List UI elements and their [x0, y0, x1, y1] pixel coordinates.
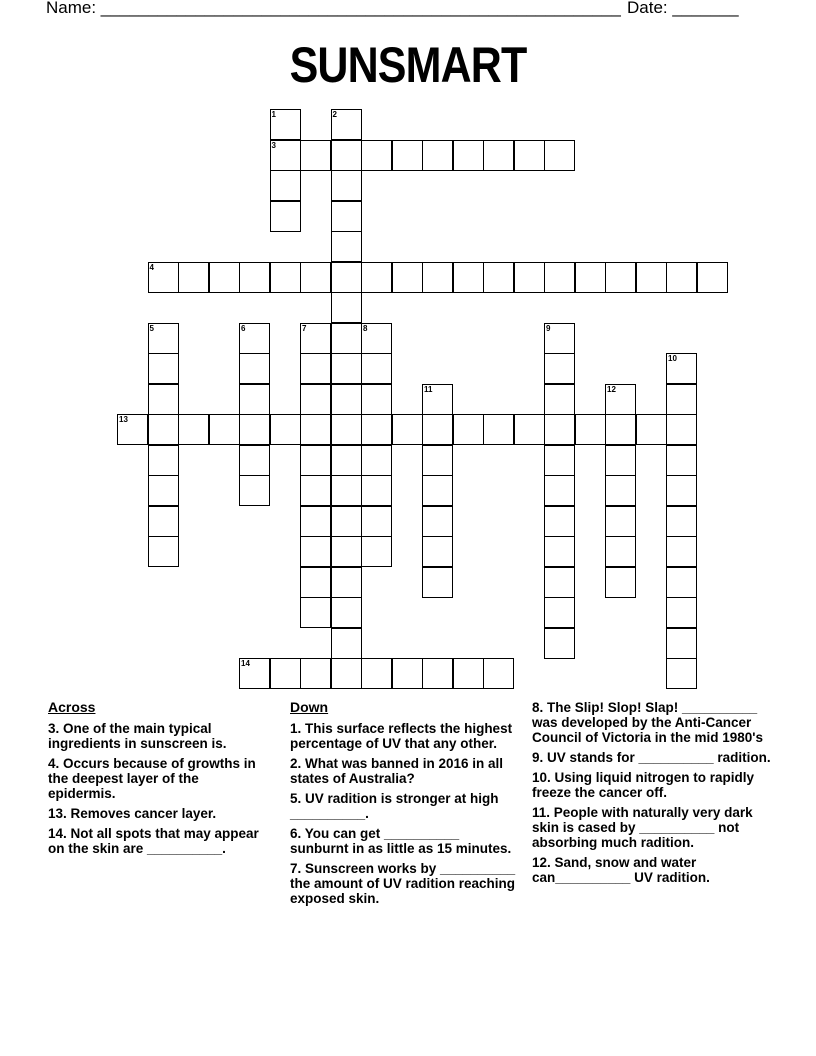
crossword-cell[interactable] [270, 170, 301, 201]
crossword-cell[interactable] [300, 536, 331, 567]
crossword-cell[interactable] [605, 384, 636, 415]
clue-number: 10 [668, 354, 677, 363]
crossword-cell[interactable] [636, 262, 667, 293]
clue-number: 11 [424, 384, 433, 394]
clue-across-13: 13. Removes cancer layer. [48, 806, 217, 821]
crossword-cell[interactable] [239, 658, 270, 689]
clue-down-6: 6. You can get __________ sunburnt in as little as 15 minutes. [290, 826, 512, 856]
crossword-cell[interactable] [605, 445, 636, 476]
crossword-cell[interactable] [605, 506, 636, 537]
crossword-cell[interactable] [300, 384, 331, 415]
crossword-cell[interactable] [239, 353, 270, 384]
crossword-cell[interactable] [117, 414, 148, 445]
clue-down-12: 12. Sand, snow and water can__________ UV radition. [532, 855, 710, 885]
clue-down-8: 8. The Slip! Slop! Slap! __________ was developed by the Anti-Cancer Council of Victoria in the mid 1980's [532, 700, 764, 745]
crossword-cell[interactable] [666, 628, 697, 659]
crossword-cell[interactable] [453, 262, 484, 293]
crossword-cell[interactable] [331, 506, 362, 537]
crossword-cell[interactable] [148, 475, 179, 506]
crossword-cell[interactable] [514, 414, 545, 445]
crossword-cell[interactable] [300, 506, 331, 537]
clue-across-14: 14. Not all spots that may appear on the skin are __________. [48, 826, 259, 856]
crossword-cell[interactable] [422, 140, 453, 171]
crossword-cell[interactable] [666, 384, 697, 415]
crossword-cell[interactable] [300, 597, 331, 628]
clue-number: 2 [332, 110, 337, 119]
crossword-cell[interactable] [300, 323, 331, 354]
crossword-cell[interactable] [361, 475, 392, 506]
crossword-cell[interactable] [148, 445, 179, 476]
crossword-cell[interactable] [605, 414, 636, 445]
crossword-cell[interactable] [392, 140, 423, 171]
crossword-cell[interactable] [361, 384, 392, 415]
crossword-cell[interactable] [239, 262, 270, 293]
crossword-cell[interactable] [331, 201, 362, 232]
crossword-cell[interactable] [544, 536, 575, 567]
crossword-cell[interactable] [148, 384, 179, 415]
crossword-cell[interactable] [544, 414, 575, 445]
clue-number: 6 [241, 323, 246, 333]
clue-down-2: 2. What was banned in 2016 in all states of Australia? [290, 756, 504, 786]
crossword-cell[interactable] [422, 658, 453, 689]
crossword-cell[interactable] [575, 414, 606, 445]
crossword-cell[interactable] [392, 262, 423, 293]
crossword-cell[interactable] [636, 414, 667, 445]
down-clues-continued [532, 700, 772, 890]
crossword-cell[interactable] [331, 536, 362, 567]
clue-number: 1 [271, 110, 276, 119]
crossword-cell[interactable] [666, 658, 697, 689]
crossword-cell[interactable] [148, 506, 179, 537]
crossword-cell[interactable] [514, 140, 545, 171]
crossword-cell[interactable] [697, 262, 728, 293]
clue-number: 12 [607, 384, 616, 394]
crossword-cell[interactable] [300, 658, 331, 689]
crossword-cell[interactable] [544, 384, 575, 415]
crossword-cell[interactable] [544, 353, 575, 384]
clue-number: 14 [241, 659, 250, 668]
crossword-cell[interactable] [148, 353, 179, 384]
crossword-cell[interactable] [666, 353, 697, 384]
clue-number: 7 [302, 323, 307, 333]
crossword-cell[interactable] [361, 536, 392, 567]
crossword-cell[interactable] [453, 658, 484, 689]
crossword-cell[interactable] [148, 414, 179, 445]
crossword-cell[interactable] [666, 445, 697, 476]
crossword-cell[interactable] [422, 384, 453, 415]
crossword-cell[interactable] [209, 262, 240, 293]
across-heading: Across [48, 699, 96, 715]
crossword-cell[interactable] [300, 567, 331, 598]
crossword-cell[interactable] [666, 506, 697, 537]
clue-down-10: 10. Using liquid nitrogen to rapidly freeze the cancer off. [532, 770, 755, 800]
crossword-cell[interactable] [422, 506, 453, 537]
crossword-cell[interactable] [239, 445, 270, 476]
crossword-cell[interactable] [331, 475, 362, 506]
crossword-cell[interactable] [148, 323, 179, 354]
crossword-cell[interactable] [148, 536, 179, 567]
crossword-cell[interactable] [544, 475, 575, 506]
crossword-cell[interactable] [331, 170, 362, 201]
crossword-cell[interactable] [422, 414, 453, 445]
crossword-cell[interactable] [209, 414, 240, 445]
crossword-cell[interactable] [361, 658, 392, 689]
crossword-cell[interactable] [331, 109, 362, 140]
crossword-cell[interactable] [331, 567, 362, 598]
date-field-label: Date: _______ [627, 0, 739, 17]
crossword-cell[interactable] [544, 262, 575, 293]
clue-down-7: 7. Sunscreen works by __________ the amount of UV radition reaching exposed skin. [290, 861, 516, 906]
crossword-cell[interactable] [270, 414, 301, 445]
crossword-cell[interactable] [148, 262, 179, 293]
crossword-cell[interactable] [300, 414, 331, 445]
crossword-cell[interactable] [605, 262, 636, 293]
crossword-cell[interactable] [422, 475, 453, 506]
crossword-cell[interactable] [239, 475, 270, 506]
clue-across-3: 3. One of the main typical ingredients in sunscreen is. [48, 721, 227, 751]
crossword-cell[interactable] [422, 567, 453, 598]
crossword-cell[interactable] [239, 323, 270, 354]
crossword-cell[interactable] [392, 414, 423, 445]
crossword-cell[interactable] [544, 567, 575, 598]
crossword-cell[interactable] [422, 262, 453, 293]
crossword-cell[interactable] [666, 567, 697, 598]
clue-number: 5 [149, 323, 154, 333]
crossword-cell[interactable] [239, 414, 270, 445]
crossword-cell[interactable] [544, 323, 575, 354]
crossword-cell[interactable] [300, 475, 331, 506]
crossword-cell[interactable] [544, 597, 575, 628]
crossword-cell[interactable] [544, 445, 575, 476]
crossword-cell[interactable] [361, 262, 392, 293]
crossword-cell[interactable] [605, 536, 636, 567]
clue-down-5: 5. UV radition is stronger at high __________. [290, 791, 499, 821]
crossword-cell[interactable] [544, 628, 575, 659]
clue-number: 9 [546, 323, 551, 333]
crossword-cell[interactable] [331, 262, 362, 293]
crossword-cell[interactable] [239, 384, 270, 415]
crossword-cell[interactable] [361, 353, 392, 384]
crossword-cell[interactable] [300, 140, 331, 171]
crossword-cell[interactable] [331, 414, 362, 445]
crossword-cell[interactable] [666, 536, 697, 567]
crossword-cell[interactable] [270, 201, 301, 232]
crossword-cell[interactable] [514, 262, 545, 293]
crossword-cell[interactable] [331, 140, 362, 171]
crossword-cell[interactable] [361, 506, 392, 537]
crossword-cell[interactable] [300, 353, 331, 384]
crossword-cell[interactable] [300, 445, 331, 476]
crossword-cell[interactable] [544, 140, 575, 171]
clue-across-4: 4. Occurs because of growths in the deepest layer of the epidermis. [48, 756, 256, 801]
crossword-cell[interactable] [270, 658, 301, 689]
crossword-cell[interactable] [392, 658, 423, 689]
crossword-cell[interactable] [666, 597, 697, 628]
down-clues [290, 700, 518, 911]
clue-number: 4 [149, 262, 154, 272]
crossword-cell[interactable] [605, 475, 636, 506]
crossword-cell[interactable] [483, 658, 514, 689]
crossword-cell[interactable] [453, 140, 484, 171]
crossword-cell[interactable] [544, 506, 575, 537]
crossword-cell[interactable] [361, 414, 392, 445]
crossword-cell[interactable] [361, 140, 392, 171]
crossword-cell[interactable] [483, 140, 514, 171]
clue-number: 13 [119, 415, 128, 424]
crossword-cell[interactable] [483, 262, 514, 293]
across-clues [48, 700, 263, 861]
crossword-cell[interactable] [575, 262, 606, 293]
crossword-cell[interactable] [331, 628, 362, 659]
crossword-cell[interactable] [300, 262, 331, 293]
crossword-cell[interactable] [666, 475, 697, 506]
crossword-cell[interactable] [331, 323, 362, 354]
clue-down-1: 1. This surface reflects the highest percentage of UV that any other. [290, 721, 513, 751]
clue-down-9: 9. UV stands for __________ radition. [532, 750, 771, 765]
crossword-cell[interactable] [331, 292, 362, 323]
clue-number: 8 [363, 323, 368, 333]
crossword-cell[interactable] [605, 567, 636, 598]
crossword-cell[interactable] [361, 323, 392, 354]
clue-number: 3 [271, 140, 276, 150]
crossword-cell[interactable] [331, 658, 362, 689]
crossword-cell[interactable] [331, 231, 362, 262]
page-title: SUNSMART [289, 37, 527, 93]
crossword-cell[interactable] [666, 262, 697, 293]
name-field-label: Name: _______________________________________________________ [46, 0, 621, 17]
crossword-cell[interactable] [331, 353, 362, 384]
crossword-cell[interactable] [422, 445, 453, 476]
crossword-cell[interactable] [331, 384, 362, 415]
crossword-cell[interactable] [422, 536, 453, 567]
clue-down-11: 11. People with naturally very dark skin is cased by __________ not absorbing much radition. [532, 805, 753, 850]
crossword-cell[interactable] [178, 414, 209, 445]
crossword-cell[interactable] [453, 414, 484, 445]
crossword-cell[interactable] [483, 414, 514, 445]
crossword-cell[interactable] [331, 597, 362, 628]
crossword-cell[interactable] [361, 445, 392, 476]
crossword-cell[interactable] [270, 109, 301, 140]
crossword-cell[interactable] [178, 262, 209, 293]
crossword-cell[interactable] [270, 140, 301, 171]
crossword-cell[interactable] [270, 262, 301, 293]
down-heading: Down [290, 699, 329, 715]
crossword-cell[interactable] [331, 445, 362, 476]
crossword-cell[interactable] [666, 414, 697, 445]
